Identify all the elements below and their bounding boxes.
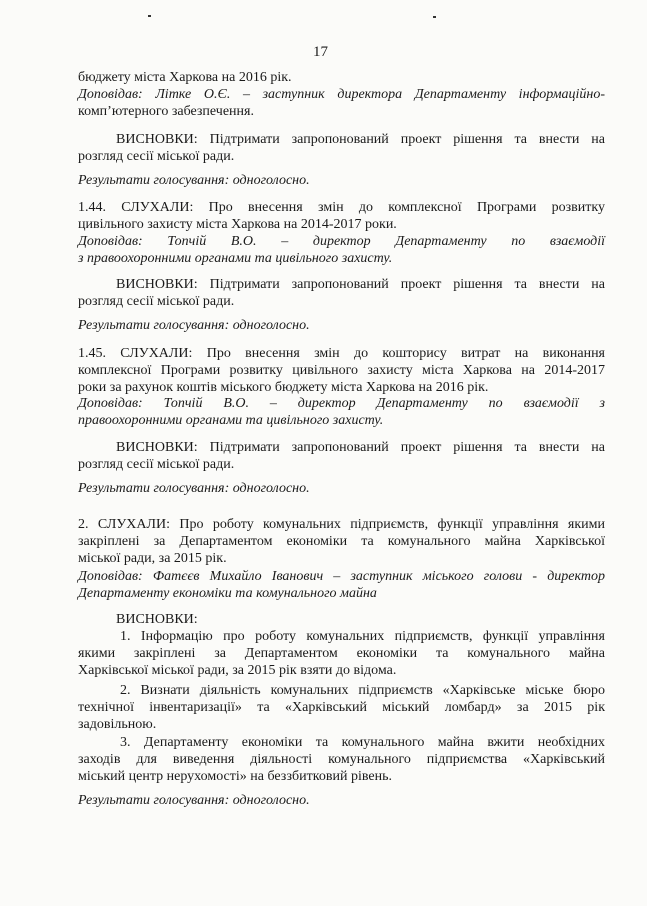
text-line: Департаменту економіки та комунального майна [78,586,377,601]
text-line: Харківської міської ради, за 2015 рік взяти до відома. [78,663,397,678]
text-line: 1.45. СЛУХАЛИ: Про внесення змін до кошторису витрат на виконання [78,346,605,361]
agenda-item-1-44 [78,199,605,233]
text-line: бюджету міста Харкова на 2016 рік. [78,70,292,85]
speaker-paragraph [78,568,605,602]
conclusion-item-3 [78,734,605,785]
scan-speck [433,16,436,18]
text-line: розгляд сесії міської ради. [78,457,235,472]
text-line: заходів для виведення діяльності комунального підприємства «Харківський [78,752,605,767]
text-line: роки за рахунок коштів міського бюджету міста Харкова на 2016 рік. [78,380,489,395]
text-line: технічної інвентаризації» та «Харківський міський ломбард» за 2015 рік [78,700,605,715]
conclusions-heading [78,611,605,628]
text-line: розгляд сесії міської ради. [78,294,235,309]
scan-speck [148,15,151,17]
text-line: Результати голосування: одноголосно. [78,318,310,333]
text-line: цивільного захисту міста Харкова на 2014-2017 роки. [78,217,397,232]
text-line: з правоохоронними органами та цивільного захисту. [78,251,393,266]
text-line: Доповідав: Літке О.Є. – заступник директора Департаменту інформаційно- [78,87,605,102]
conclusion-paragraph [78,131,605,165]
text-line: правоохоронними органами та цивільного захисту. [78,413,384,428]
text-line: 1.44. СЛУХАЛИ: Про внесення змін до комплексної Програми розвитку [78,200,605,215]
page-number: 17 [313,44,328,60]
text-line: Результати голосування: одноголосно. [78,793,310,808]
speaker-paragraph [78,395,605,429]
text-line: ВИСНОВКИ: Підтримати запропонований проект рішення та внести на [116,132,605,147]
speaker-paragraph [78,233,605,267]
text-line: Доповідав: Топчій В.О. – директор Департаменту по взаємодії з [78,396,605,411]
text-line: 1. Інформацію про роботу комунальних підприємств, функції управління [120,629,605,644]
text-line: Доповідав: Топчій В.О. – директор Департаменту по взаємодії [78,234,605,249]
text-line: закріплені за Департаментом економіки та комунального майна Харківської [78,534,605,549]
conclusion-item-2 [78,682,605,733]
conclusion-item-1 [78,628,605,679]
voting-result [78,172,605,189]
text-line: ВИСНОВКИ: Підтримати запропонований проект рішення та внести на [116,277,605,292]
text-line: міської ради, за 2015 рік. [78,551,227,566]
text-line: Доповідав: Фатєєв Михайло Іванович – заступник міського голови - директор [78,569,605,584]
conclusion-paragraph [78,276,605,310]
text-line: комплексної Програми розвитку цивільного захисту міста Харкова на 2014-2017 [78,363,605,378]
text-line: Результати голосування: одноголосно. [78,481,310,496]
text-line: 2. СЛУХАЛИ: Про роботу комунальних підприємств, функції управління якими [78,517,605,532]
text-line: комп’ютерного забезпечення. [78,104,254,119]
voting-result [78,792,605,809]
agenda-item-1-45 [78,345,605,396]
text-line: задовільною. [78,717,157,732]
speaker-paragraph [78,86,605,120]
voting-result [78,317,605,334]
conclusion-paragraph [78,439,605,473]
text-line: розгляд сесії міської ради. [78,149,235,164]
text-line: ВИСНОВКИ: [116,612,198,627]
text-line: 3. Департаменту економіки та комунального майна вжити необхідних [120,735,605,750]
voting-result [78,480,605,497]
text-line: Результати голосування: одноголосно. [78,173,310,188]
paragraph-continuation [78,69,605,86]
text-line: якими закріплені за Департаментом економіки та комунального майна [78,646,605,661]
agenda-item-2 [78,516,605,567]
text-line: ВИСНОВКИ: Підтримати запропонований проект рішення та внести на [116,440,605,455]
text-line: міський центр нерухомості» на беззбитковий рівень. [78,769,392,784]
text-line: 2. Визнати діяльність комунальних підприємств «Харківське міське бюро [120,683,605,698]
